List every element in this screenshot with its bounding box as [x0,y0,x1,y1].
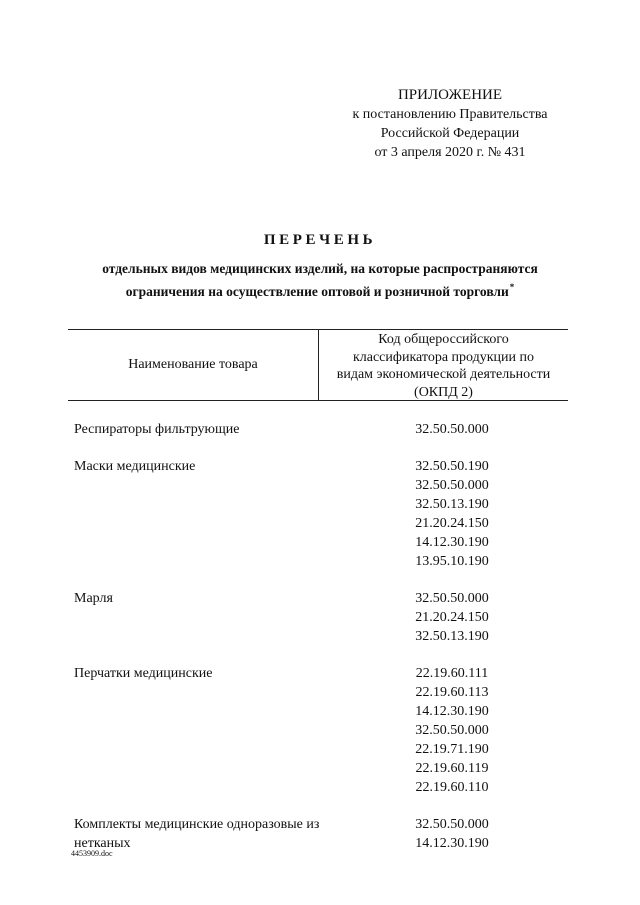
okpd-code: 21.20.24.150 [415,610,489,625]
table-row [68,664,568,797]
okpd-code: 22.19.60.119 [415,761,489,776]
document-id: 4453909.doc [71,849,113,858]
okpd-codes [336,589,568,646]
okpd-code: 14.12.30.190 [415,535,489,550]
okpd-codes [336,457,568,571]
product-name: Респираторы фильтрующие [74,422,240,437]
subtitle-line-2 [40,278,600,301]
okpd-code: 14.12.30.190 [415,704,489,719]
okpd-code: 32.50.50.000 [415,422,489,437]
appendix-heading: ПРИЛОЖЕНИЕ [397,87,503,103]
product-name: Маски медицинские [74,459,196,474]
document-title: ПЕРЕЧЕНЬ [263,232,377,248]
header-code-line: видам экономической деятельности [336,367,551,382]
appendix-line-3: от 3 апреля 2020 г. № 431 [374,145,526,160]
appendix-line-2: Российской Федерации [380,126,520,141]
header-code [319,330,568,400]
okpd-code: 32.50.50.000 [415,817,489,832]
table-row [68,815,568,853]
table-row [68,457,568,571]
table-header [68,329,568,401]
subtitle-line-2-text: ограничения на осуществление оптовой и розничной торговли [125,284,509,299]
appendix-line-1: к постановлению Правительства [352,107,548,122]
okpd-code: 13.95.10.190 [415,554,489,569]
footnote-asterisk: * [509,282,515,292]
product-name: Комплекты медицинские одноразовые из нетканых [74,817,320,851]
appendix-block [330,86,570,162]
okpd-code: 22.19.60.113 [415,685,489,700]
okpd-code: 32.50.50.190 [415,459,489,474]
table-row [68,420,568,439]
okpd-code: 14.12.30.190 [415,836,489,851]
okpd-codes [336,664,568,797]
header-name: Наименование товара [68,330,319,400]
header-code-line: Код общероссийского [378,332,509,347]
okpd-code: 32.50.50.000 [415,478,489,493]
table-row [68,589,568,646]
okpd-codes [336,420,568,439]
document-subtitle [40,259,600,301]
table-body [68,420,568,853]
okpd-code: 22.19.60.110 [415,780,489,795]
okpd-codes [336,815,568,853]
header-code-line: классификатора продукции по [352,349,535,365]
product-name: Марля [74,591,113,606]
okpd-code: 32.50.13.190 [415,497,489,512]
okpd-code: 32.50.13.190 [415,629,489,644]
okpd-code: 21.20.24.150 [415,516,489,531]
products-table [68,329,568,871]
okpd-code: 22.19.71.190 [415,742,489,757]
header-code-line: (ОКПД 2) [414,384,473,400]
okpd-code: 32.50.50.000 [415,591,489,606]
okpd-code: 32.50.50.000 [415,723,489,738]
product-name: Перчатки медицинские [74,666,213,681]
okpd-code: 22.19.60.111 [415,666,489,681]
subtitle-line-1: отдельных видов медицинских изделий, на которые распространяются [102,261,538,276]
